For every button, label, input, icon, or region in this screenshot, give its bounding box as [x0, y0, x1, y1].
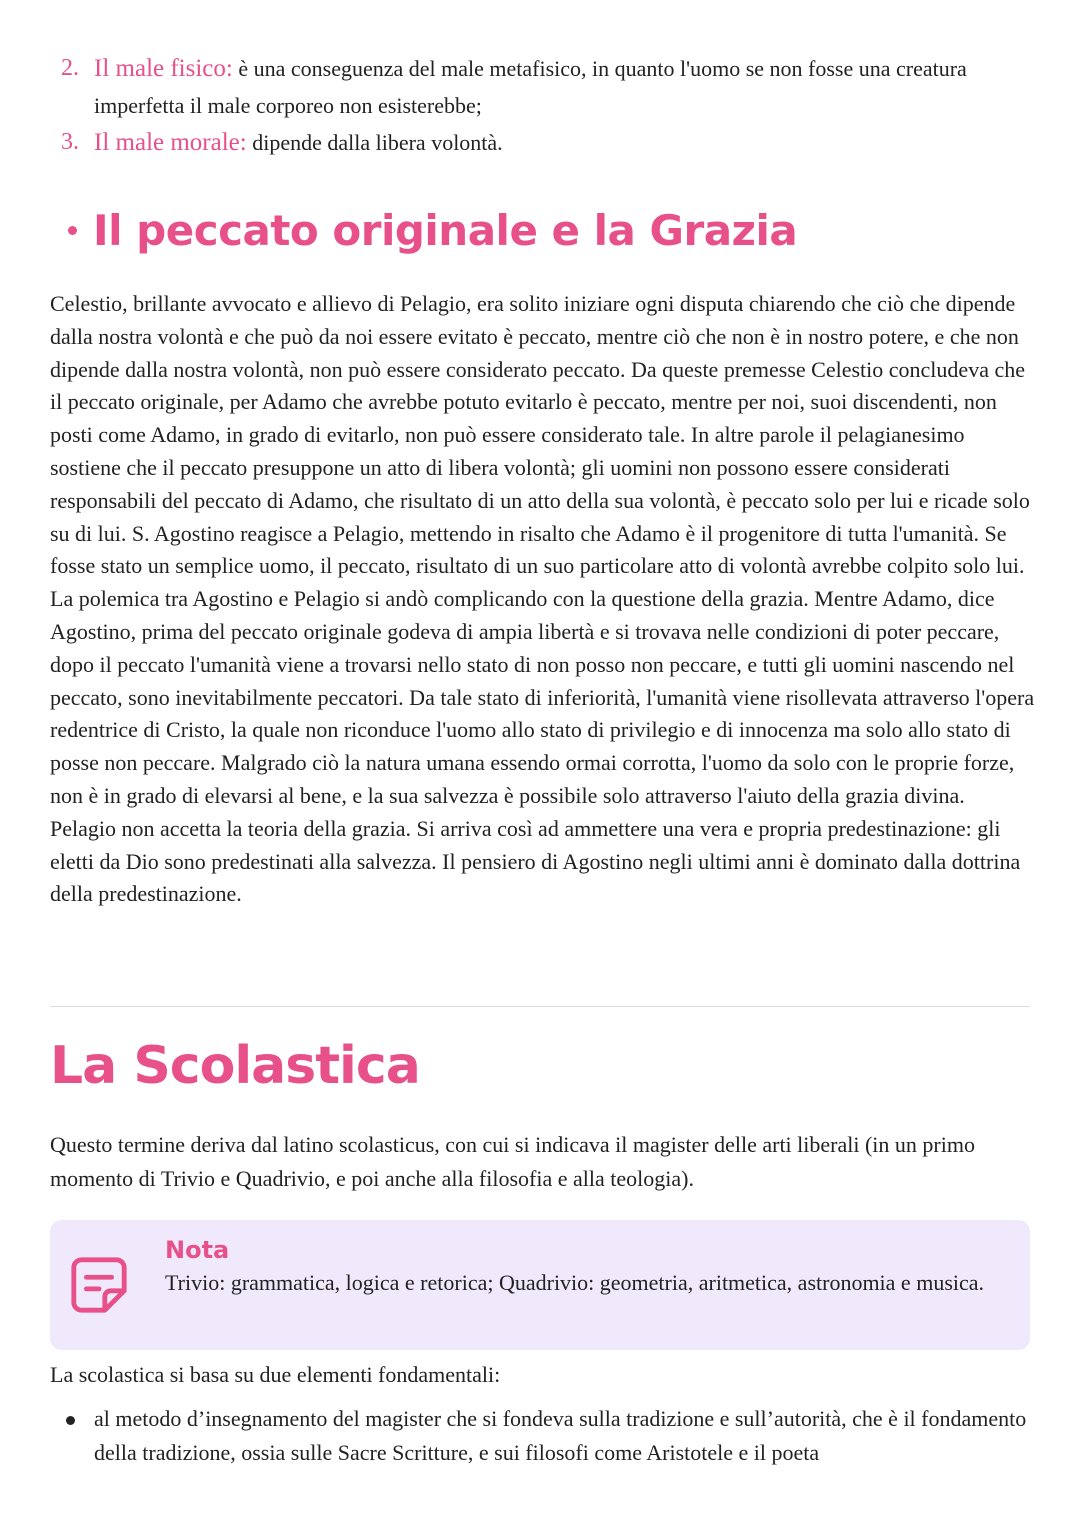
paragraph-scolastica-intro: Questo termine deriva dal latino scolasticus, con cui si indicava il magister delle arti liberali (in un primo momento di Trivio e Quadrivio, e poi anche alla filosofia e alla teologia). — [50, 1132, 975, 1191]
note-icon — [68, 1254, 130, 1316]
paragraph-peccato: Celestio, brillante avvocato e allievo di Pelagio, era solito iniziare ogni disputa chiarendo che ciò che dipende dalla nostra volontà e che può da noi essere evitato è peccato, mentre ciò che non è in nostro potere, e che non dipende dalla nostra volontà, non può essere considerato peccato. Da queste premesse Celestio concludeva che il peccato originale, per Adamo che avrebbe potuto evitarlo è peccato, mentre per noi, suoi discendenti, non posti come Adamo, in grado di evitarlo, non può essere considerato tale. In altre parole il pelagianesimo sostiene che il peccato presuppone un atto di libera volontà; gli uomini non possono essere considerati responsabili del peccato di Adamo, che risultato di un atto della sua volontà, è peccato solo per lui e ricade solo su di lui. S. Agostino reagisce a Pelagio, mettendo in risalto che Adamo è il progenitore di tutta l'umanità. Se fosse stato un semplice uomo, il peccato, risultato di un suo particolare atto di volontà avrebbe colpito solo lui. La polemica tra Agostino e Pelagio si andò complicando con la questione della grazia. Mentre Adamo, dice Agostino, prima del peccato originale godeva di ampia libertà e si trovava nelle condizioni di poter peccare, dopo il peccato l'umanità viene a trovarsi nello stato di non posso non peccare, e tutti gli uomini nascendo nel peccato, sono inevitabilmente peccatori. Da tale stato di inferiorità, l'umanità viene risollevata attraverso l'opera redentrice di Cristo, la quale non riconduce l'uomo allo stato di privilegio e di innocenza ma solo allo stato di posse non peccare. Malgrado ciò la natura umana essendo ormai corrotta, l'uomo da solo con le proprie forze, non è in grado di elevarsi al bene, e la sua salvezza è possibile solo attraverso l'aiuto della grazia divina. Pelagio non accetta la teoria della grazia. Si arriva così ad ammettere una vera e propria predestinazione: gli eletti da Dio sono predestinati alla salvezza. Il pensiero di Agostino negli ultimi anni è dominato dalla dottrina della predestinazione. — [50, 291, 1035, 907]
bullet-dot — [68, 226, 77, 235]
list-text: dipende dalla libera volontà. — [246, 130, 503, 155]
page-title: La Scolastica — [50, 1036, 420, 1096]
list-item — [50, 124, 1030, 161]
list-number: 3. — [61, 129, 79, 155]
divider — [50, 1006, 1030, 1007]
male-types-list — [50, 50, 1030, 161]
note-text: Trivio: grammatica, logica e retorica; Quadrivio: geometria, aritmetica, astronomia e musica. — [165, 1270, 985, 1295]
list-text: è una conseguenza del male metafisico, in quanto l'uomo se non fosse una creatura imperfetta il male corporeo non esisterebbe; — [94, 56, 967, 118]
section-heading-peccato — [64, 206, 797, 255]
bullet-dot — [66, 1416, 75, 1425]
list-number: 2. — [61, 55, 79, 81]
list-text: al metodo d’insegnamento del magister che si fondeva sulla tradizione e sull’autorità, che è il fondamento della tradizione, ossia sulle Sacre Scritture, e sui filosofi come Aristotele e il poeta — [94, 1406, 1027, 1465]
list-item — [50, 50, 1030, 124]
list-term: Il male morale: — [94, 129, 247, 156]
list-item — [50, 1402, 1035, 1470]
section-heading-text: Il peccato originale e la Grazia — [93, 206, 798, 255]
list-term: Il male fisico: — [94, 55, 233, 82]
note-title: Nota — [165, 1236, 230, 1264]
scolastica-elements-list — [50, 1402, 1035, 1470]
paragraph-scolastica-lead: La scolastica si basa su due elementi fondamentali: — [50, 1362, 501, 1387]
note-callout — [50, 1220, 1030, 1350]
